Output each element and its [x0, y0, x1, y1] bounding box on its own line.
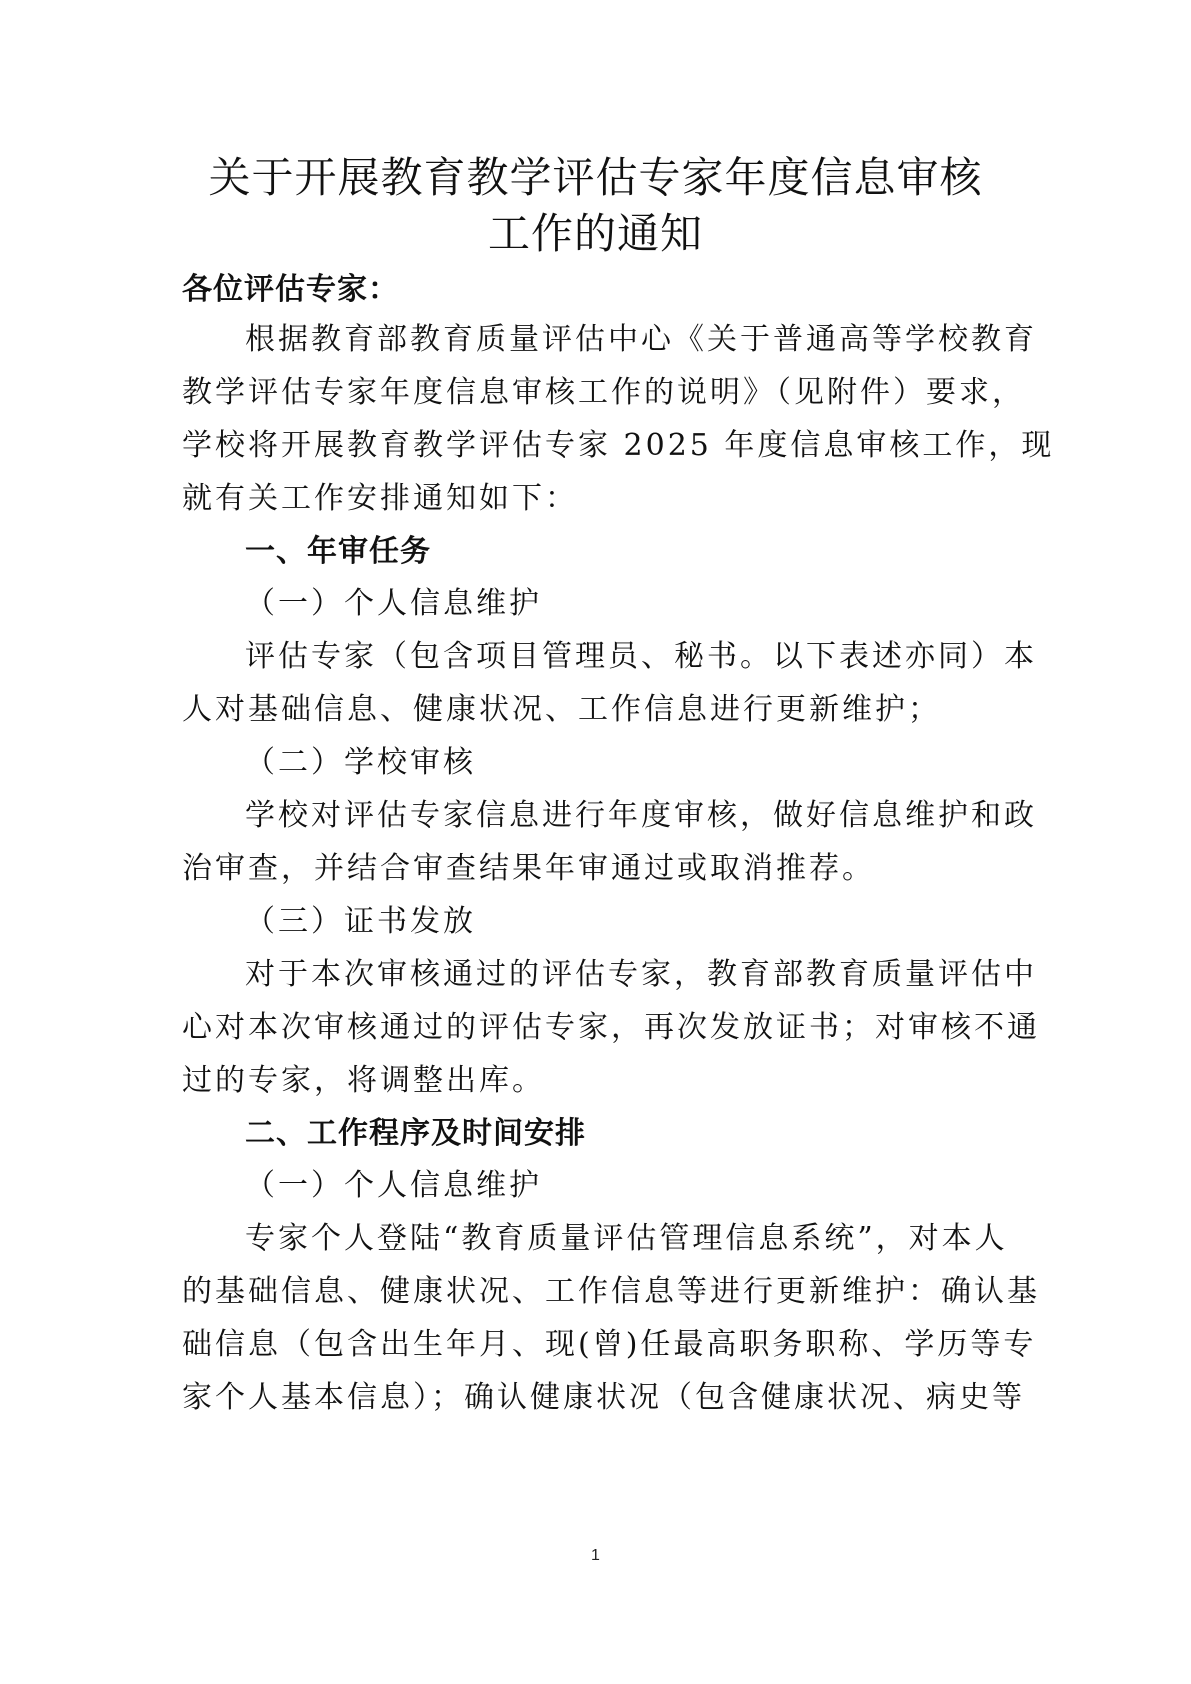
section-1-item-3-line-2: 心对本次审核通过的评估专家，再次发放证书；对审核不通	[182, 1010, 1040, 1045]
section-1-item-3-line-1: 对于本次审核通过的评估专家，教育部教育质量评估中	[245, 957, 1037, 992]
section-1-item-2-line-1: 学校对评估专家信息进行年度审核，做好信息维护和政	[245, 798, 1037, 833]
document-title-line-2: 工作的通知	[487, 209, 703, 258]
section-1-item-3-heading: （三）证书发放	[245, 904, 476, 939]
section-1-item-3-line-3: 过的专家，将调整出库。	[182, 1063, 545, 1098]
intro-line-3: 学校将开展教育教学评估专家 2025 年度信息审核工作，现	[182, 428, 1055, 463]
section-1-item-1-line-1: 评估专家（包含项目管理员、秘书。以下表述亦同）本	[245, 639, 1037, 674]
salutation: 各位评估专家：	[182, 272, 399, 307]
section-2-item-1-line-2: 的基础信息、健康状况、工作信息等进行更新维护：确认基	[182, 1274, 1040, 1309]
intro-line-2: 教学评估专家年度信息审核工作的说明》（见附件）要求，	[182, 375, 1025, 410]
section-2-item-1-heading: （一）个人信息维护	[245, 1168, 542, 1203]
section-1-item-2-line-2: 治审查，并结合审查结果年审通过或取消推荐。	[182, 851, 875, 886]
intro-line-4: 就有关工作安排通知如下：	[182, 481, 578, 516]
section-1-item-2-heading: （二）学校审核	[245, 745, 476, 780]
page-number: 1	[591, 1547, 600, 1564]
section-2-item-1-line-3: 础信息（包含出生年月、现(曾)任最高职务职称、学历等专	[182, 1327, 1037, 1362]
intro-line-1: 根据教育部教育质量评估中心《关于普通高等学校教育	[245, 322, 1037, 357]
section-1-heading: 一、年审任务	[245, 534, 431, 569]
section-2-heading: 二、工作程序及时间安排	[245, 1116, 586, 1151]
section-2-item-1-line-1: 专家个人登陆“教育质量评估管理信息系统”，对本人	[245, 1221, 1008, 1256]
section-2-item-1-line-4: 家个人基本信息）；确认健康状况（包含健康状况、病史等	[182, 1380, 1025, 1415]
document-title-line-1: 关于开展教育教学评估专家年度信息审核	[208, 153, 983, 202]
section-1-item-1-line-2: 人对基础信息、健康状况、工作信息进行更新维护；	[182, 692, 941, 727]
section-1-item-1-heading: （一）个人信息维护	[245, 586, 542, 621]
